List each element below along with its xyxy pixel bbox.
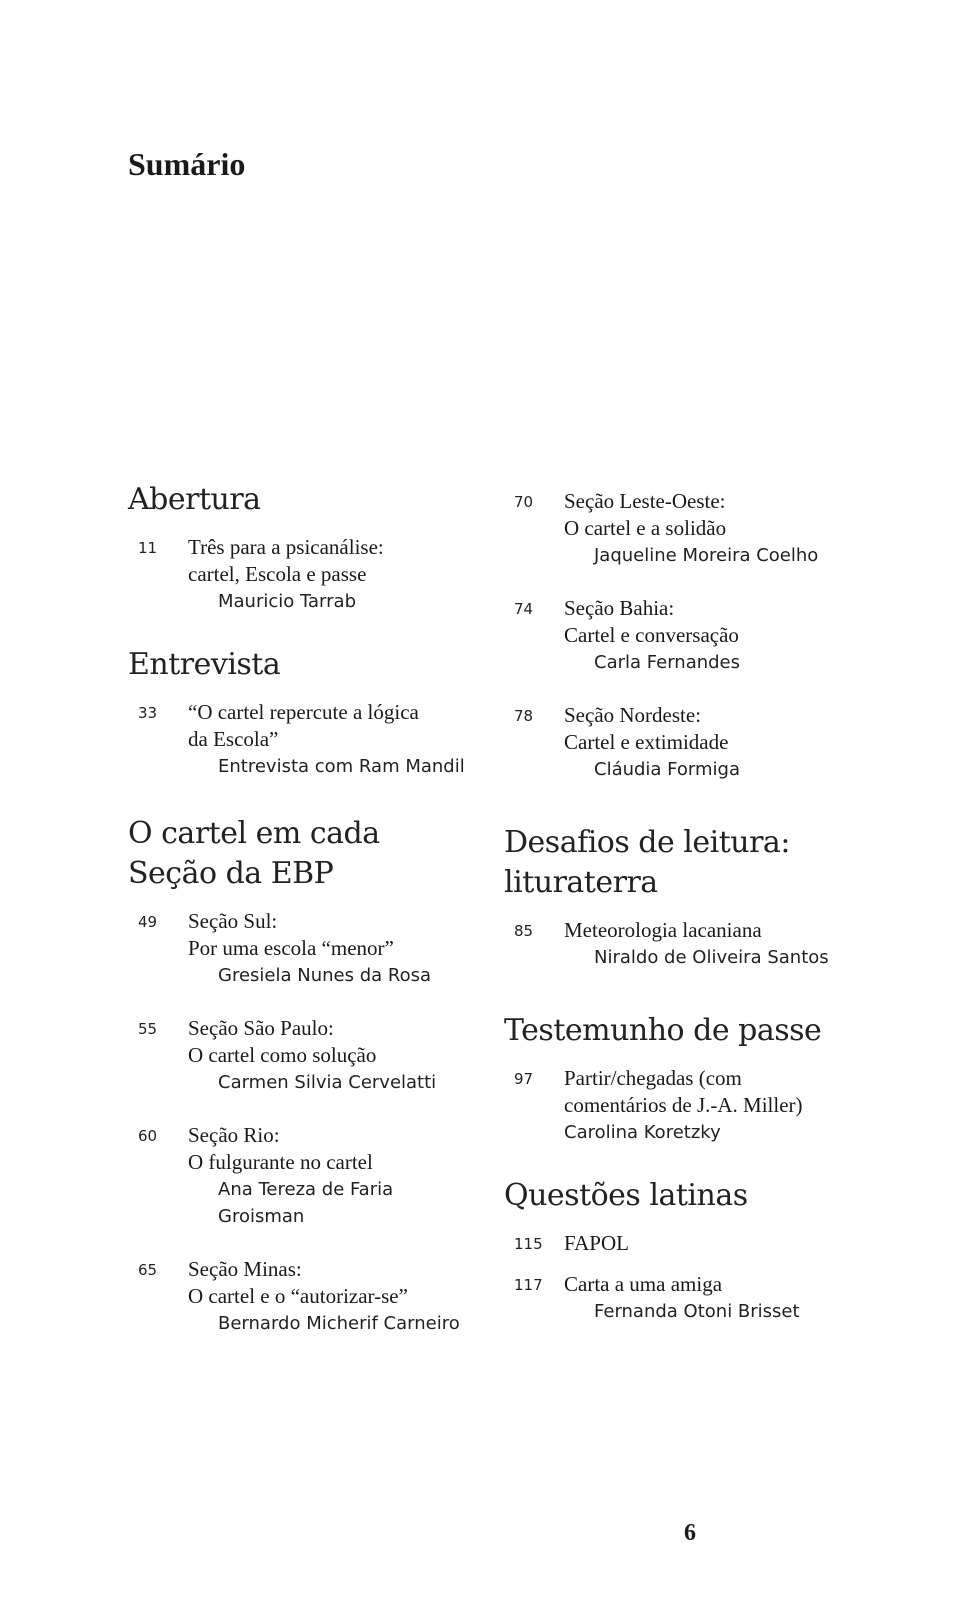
entry-page-number: 33 <box>138 704 158 722</box>
entry-page-number: 55 <box>138 1020 158 1038</box>
entry-title: Seção Bahia: Cartel e conversação <box>564 596 739 647</box>
entry-title: Seção Sul: Por uma escola “menor” <box>188 909 394 960</box>
toc-section <box>504 1011 844 1146</box>
entry-title: “O cartel repercute a lógica da Escola” <box>188 700 419 751</box>
toc-entry[interactable] <box>504 595 844 676</box>
entry-title: Seção Leste-Oeste: O cartel e a solidão <box>564 489 727 540</box>
entry-author: Bernardo Micherif Carneiro <box>218 1313 460 1334</box>
toc-entry[interactable] <box>504 702 844 783</box>
entry-author: Cláudia Formiga <box>594 759 740 780</box>
section-heading: Testemunho de passe <box>504 1013 822 1048</box>
toc-section <box>504 823 844 971</box>
toc-entry[interactable] <box>504 1065 844 1146</box>
entry-page-number: 85 <box>514 922 534 940</box>
toc-section <box>504 1176 844 1325</box>
toc-section <box>128 645 488 780</box>
entry-author: Carolina Koretzky <box>564 1122 721 1143</box>
entry-author: Jaqueline Moreira Coelho <box>594 545 819 566</box>
section-heading: Entrevista <box>128 647 281 682</box>
page-number: 6 <box>684 1520 696 1546</box>
section-heading: Abertura <box>128 482 261 517</box>
entry-page-number: 97 <box>514 1070 534 1088</box>
entry-page-number: 78 <box>514 707 534 725</box>
entry-page-number: 60 <box>138 1127 158 1145</box>
toc-entry[interactable] <box>128 908 488 989</box>
entry-title: Seção Rio: O fulgurante no cartel <box>188 1123 373 1174</box>
page-title: Sumário <box>128 146 246 182</box>
toc-entry[interactable] <box>128 699 488 780</box>
entry-author: Niraldo de Oliveira Santos <box>594 947 829 968</box>
entry-page-number: 117 <box>514 1276 543 1294</box>
entry-author: Mauricio Tarrab <box>218 591 356 612</box>
entry-author: Fernanda Otoni Brisset <box>594 1301 800 1322</box>
entry-author: Entrevista com Ram Mandil <box>218 756 465 777</box>
entry-page-number: 74 <box>514 600 534 618</box>
toc-section <box>128 814 488 1337</box>
section-heading: O cartel em cada Seção da EBP <box>128 816 380 891</box>
toc-entry[interactable] <box>504 917 844 971</box>
toc-entry[interactable] <box>128 534 488 615</box>
entry-title: Carta a uma amiga <box>564 1272 723 1296</box>
entry-page-number: 115 <box>514 1235 543 1253</box>
entry-author: Ana Tereza de Faria Groisman <box>218 1179 394 1227</box>
entry-title: Três para a psicanálise: cartel, Escola e passe <box>188 535 384 586</box>
toc-section <box>128 480 488 615</box>
toc-section <box>504 488 844 783</box>
entry-page-number: 11 <box>138 539 158 557</box>
section-heading: Questões latinas <box>504 1178 748 1213</box>
toc-entry[interactable] <box>128 1122 488 1230</box>
entry-author: Carla Fernandes <box>594 652 741 673</box>
entry-page-number: 70 <box>514 493 534 511</box>
entry-page-number: 49 <box>138 913 158 931</box>
entry-title: Seção Minas: O cartel e o “autorizar-se” <box>188 1257 408 1308</box>
entry-author: Carmen Silvia Cervelatti <box>218 1072 437 1093</box>
entry-title: Partir/chegadas (com comentários de J.-A. Miller) <box>564 1066 803 1117</box>
entry-title: Seção São Paulo: O cartel como solução <box>188 1016 377 1067</box>
toc-entry[interactable] <box>128 1015 488 1096</box>
entry-page-number: 65 <box>138 1261 158 1279</box>
toc-left-column <box>128 480 488 1363</box>
toc-entry[interactable] <box>504 1271 844 1325</box>
toc-right-column <box>504 488 844 1351</box>
toc-entry[interactable] <box>504 1230 844 1257</box>
section-heading: Desafios de leitura: lituraterra <box>504 825 790 900</box>
entry-title: Meteorologia lacaniana <box>564 918 762 942</box>
entry-title: FAPOL <box>564 1231 629 1255</box>
entry-author: Gresiela Nunes da Rosa <box>218 965 431 986</box>
toc-entry[interactable] <box>128 1256 488 1337</box>
entry-title: Seção Nordeste: Cartel e extimidade <box>564 703 729 754</box>
toc-entry[interactable] <box>504 488 844 569</box>
